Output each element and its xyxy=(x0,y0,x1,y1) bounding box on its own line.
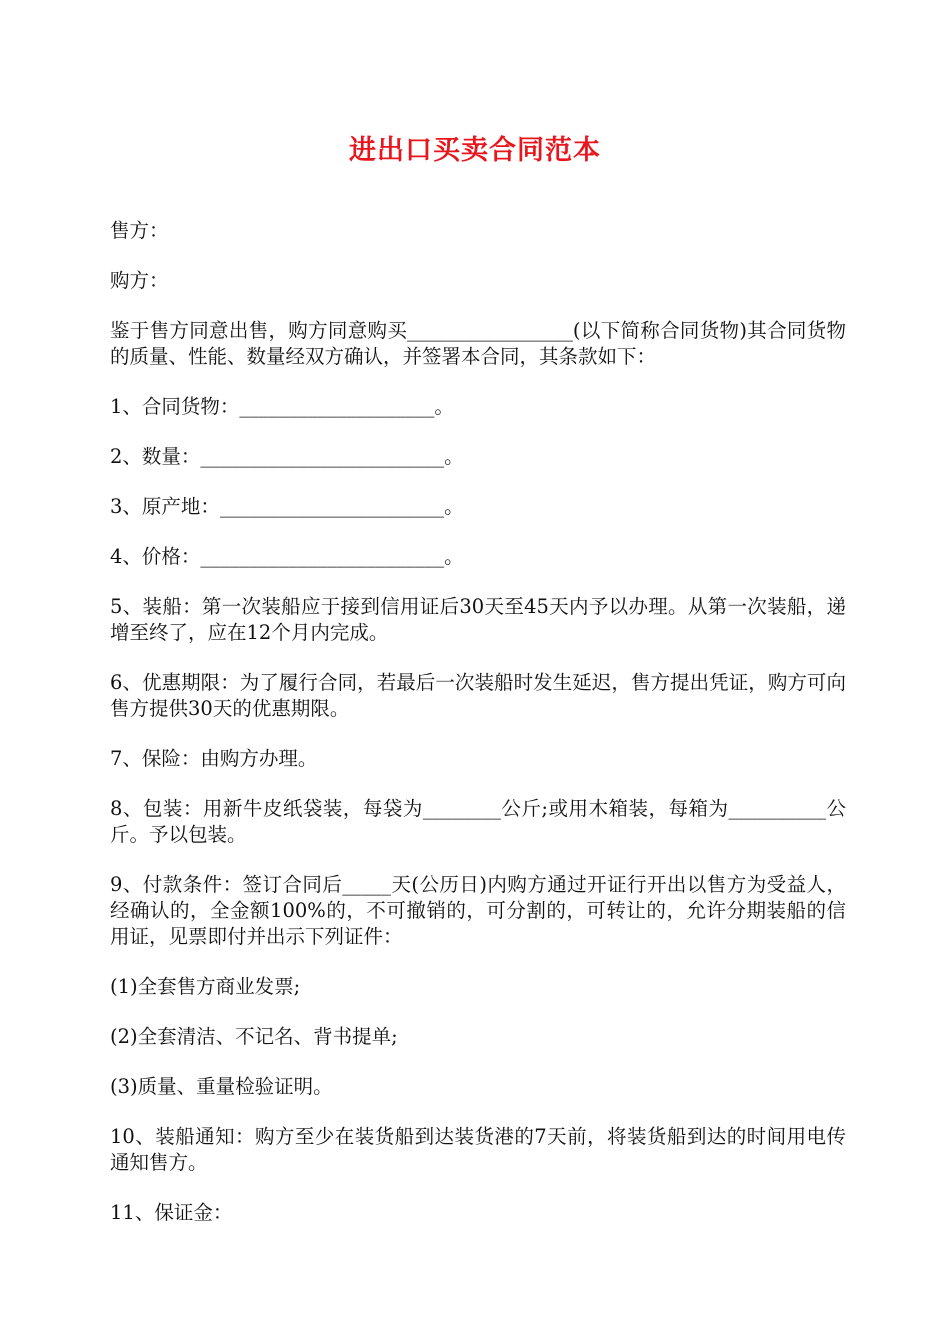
clause-4-price: 4、价格：_________________________。 xyxy=(110,545,464,568)
document-item-3: (3)质量、重量检验证明。 xyxy=(110,1075,333,1098)
document-item-2: (2)全套清洁、不记名、背书提单; xyxy=(110,1025,398,1048)
clause-6-grace-period: 6、优惠期限：为了履行合同，若最后一次装船时发生延迟，售方提出凭证，购方可向售方提供30天的优惠期限。 xyxy=(110,671,846,720)
clause-11-deposit: 11、保证金： xyxy=(110,1201,233,1224)
preamble-paragraph: 鉴于售方同意出售，购方同意购买_________________(以下简称合同货物)其合同货物的质量、性能、数量经双方确认，并签署本合同，其条款如下： xyxy=(110,319,846,368)
seller-line: 售方： xyxy=(110,219,169,242)
clause-8-packing: 8、包装：用新牛皮纸袋装，每袋为________公斤;或用木箱装，每箱为__________公斤。予以包装。 xyxy=(110,797,846,846)
clause-10-shipping-notice: 10、装船通知：购方至少在装货船到达装货港的7天前，将装货船到达的时间用电传通知售方。 xyxy=(110,1125,846,1174)
document-title: 进出口买卖合同范本 xyxy=(349,135,601,166)
clause-2-quantity: 2、数量：_________________________。 xyxy=(110,445,464,468)
clause-1-goods: 1、合同货物：____________________。 xyxy=(110,395,454,418)
clause-3-origin: 3、原产地：_______________________。 xyxy=(110,495,464,518)
clause-5-shipment: 5、装船：第一次装船应于接到信用证后30天至45天内予以办理。从第一次装船，递增至终了，应在12个月内完成。 xyxy=(110,595,846,644)
buyer-line: 购方： xyxy=(110,269,169,292)
document-body xyxy=(110,218,846,1250)
clause-9-payment: 9、付款条件：签订合同后_____天(公历日)内购方通过开证行开出以售方为受益人，经确认的，全金额100%的，不可撤销的，可分割的，可转让的，允许分期装船的信用证，见票即付并出示下列证件： xyxy=(110,873,846,948)
clause-7-insurance: 7、保险：由购方办理。 xyxy=(110,747,318,770)
document-item-1: (1)全套售方商业发票; xyxy=(110,975,301,998)
